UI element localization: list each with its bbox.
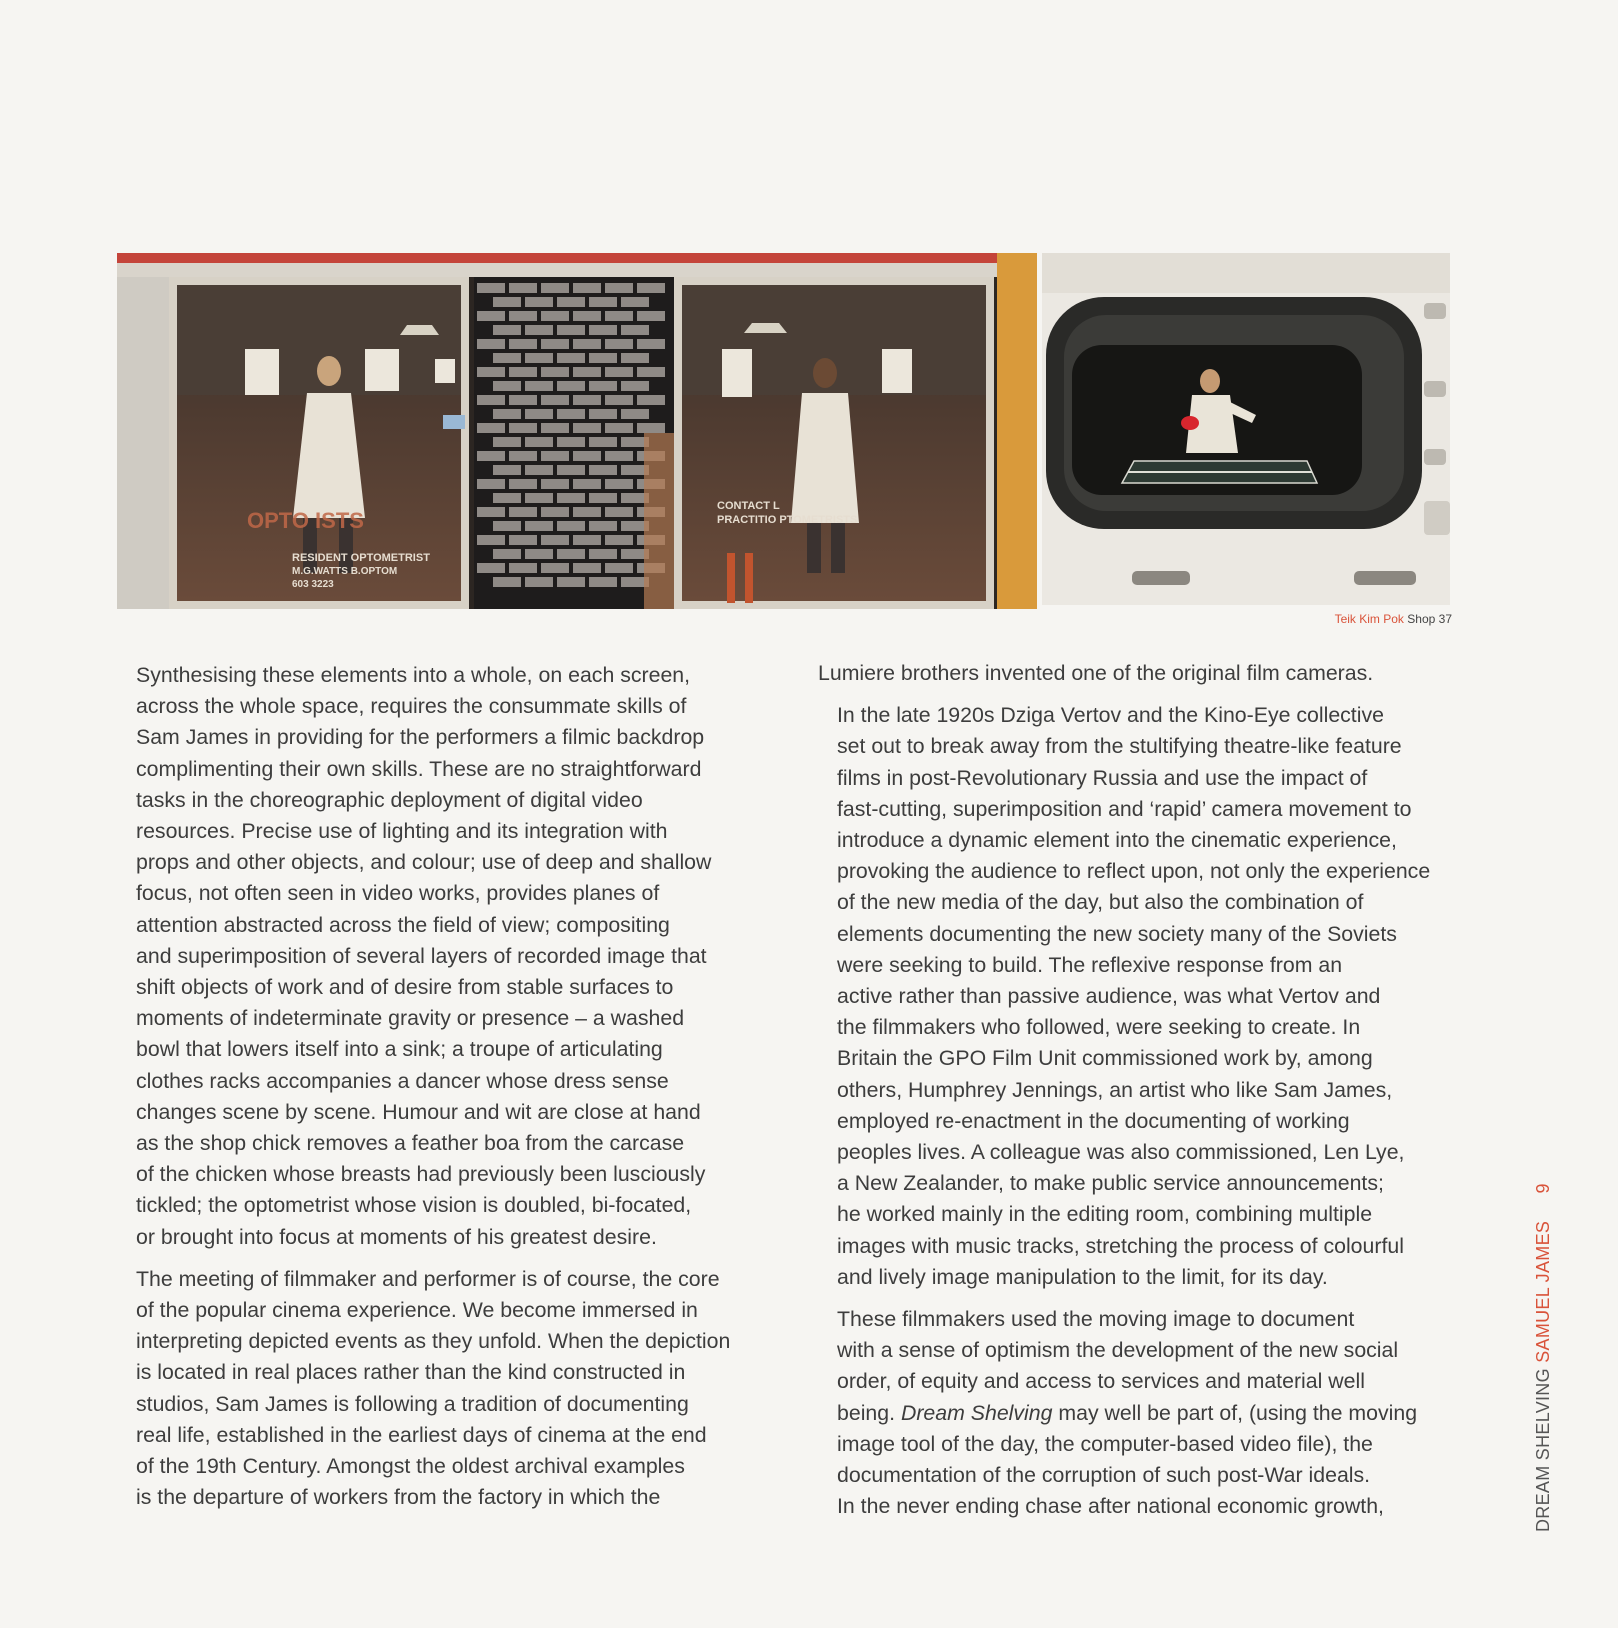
brick	[605, 507, 633, 517]
brick	[557, 437, 585, 447]
brick	[541, 395, 569, 405]
work-title: Dream Shelving	[900, 1400, 1053, 1425]
brick	[605, 535, 633, 545]
text-segment: may well be part of, (using the moving	[1052, 1400, 1418, 1425]
paragraph	[117, 660, 785, 1253]
brick	[525, 437, 553, 447]
brick	[493, 381, 521, 391]
brick	[477, 339, 505, 349]
brick	[557, 381, 585, 391]
text-line: tickled; the optometrist whose vision is doubled, bi-focated,	[136, 1193, 692, 1218]
brick	[573, 507, 601, 517]
brick	[477, 563, 505, 573]
text-line: changes scene by scene. Humour and wit are close at hand	[136, 1099, 701, 1124]
brick	[493, 409, 521, 419]
brick	[477, 507, 505, 517]
brick	[525, 381, 553, 391]
text-line: of the new media of the day, but also the combination of	[837, 890, 1364, 915]
brick	[525, 353, 553, 363]
brick	[573, 367, 601, 377]
brick	[477, 367, 505, 377]
brick	[573, 423, 601, 433]
brick	[509, 367, 537, 377]
brick	[541, 367, 569, 377]
folio-artist: SAMUEL JAMES	[1533, 1220, 1553, 1363]
brick	[621, 325, 649, 335]
brick	[605, 423, 633, 433]
paragraph	[818, 700, 1480, 1293]
brick	[525, 465, 553, 475]
text-line: shift objects of work and of desire from stable surfaces to	[136, 975, 674, 1000]
text-line: he worked mainly in the editing room, combining multiple	[837, 1202, 1373, 1227]
brick	[541, 479, 569, 489]
brick	[637, 311, 665, 321]
brick	[525, 297, 553, 307]
brick	[589, 325, 617, 335]
text-line: image tool of the day, the computer-based video file), the	[837, 1431, 1373, 1456]
brick	[525, 493, 553, 503]
brick	[637, 283, 665, 293]
brick	[541, 507, 569, 517]
text-line: In the never ending chase after national economic growth,	[837, 1494, 1384, 1519]
brick	[477, 395, 505, 405]
brick	[573, 311, 601, 321]
optometrist-shop-illustration	[117, 253, 1037, 609]
brick	[477, 283, 505, 293]
text-line: resources. Precise use of lighting and its integration with	[136, 819, 668, 844]
brick	[493, 437, 521, 447]
brick	[637, 339, 665, 349]
brick	[637, 423, 665, 433]
text-line: props and other objects, and colour; use of deep and shallow	[136, 850, 712, 875]
text-line: as the shop chick removes a feather boa from the carcase	[136, 1131, 685, 1156]
brick	[573, 395, 601, 405]
text-line: active rather than passive audience, was what Vertov and	[837, 984, 1381, 1009]
brick	[525, 577, 553, 587]
brick	[589, 521, 617, 531]
brick	[477, 535, 505, 545]
text-line: peoples lives. A colleague was also commissioned, Len Lye,	[837, 1140, 1405, 1165]
brick	[621, 297, 649, 307]
text-line: elements documenting the new society many of the Soviets	[837, 921, 1397, 946]
brick	[541, 535, 569, 545]
running-footer	[1525, 1170, 1565, 1530]
text-line: employed re-enactment in the documenting of working	[837, 1108, 1350, 1133]
text-line: order, of equity and access to services and material well	[837, 1369, 1365, 1394]
brick	[493, 521, 521, 531]
text-line: Sam James in providing for the performers a filmic backdrop	[136, 725, 705, 750]
brick	[589, 577, 617, 587]
text-line: with a sense of optimism the development of the new social	[837, 1338, 1399, 1363]
brick	[605, 395, 633, 405]
text-line: of the popular cinema experience. We become immersed in	[136, 1298, 698, 1323]
brick	[525, 325, 553, 335]
resident-sign-line1: RESIDENT OPTOMETRIST	[292, 552, 430, 564]
resident-sign-line2: M.G.WATTS B.OPTOM	[292, 566, 398, 577]
text-line: complimenting their own skills. These are no straightforward	[136, 756, 702, 781]
brick	[605, 563, 633, 573]
text-line: and lively image manipulation to the limit, for its day.	[837, 1264, 1328, 1289]
text-line: In the late 1920s Dziga Vertov and the Kino-Eye collective	[837, 703, 1384, 728]
photo-caption	[1335, 612, 1452, 626]
brick	[477, 479, 505, 489]
brick	[541, 283, 569, 293]
text-line: is the departure of workers from the factory in which the	[136, 1485, 661, 1510]
brick	[557, 409, 585, 419]
brick	[605, 479, 633, 489]
caption-title: Shop 37	[1407, 612, 1452, 626]
folio-series: DREAM SHELVING	[1533, 1368, 1553, 1532]
brick	[493, 325, 521, 335]
brick	[637, 367, 665, 377]
table-tennis-photo	[1042, 253, 1450, 605]
text-line: The meeting of filmmaker and performer is of course, the core	[136, 1266, 720, 1291]
brick	[589, 381, 617, 391]
text-line: images with music tracks, stretching the process of colourful	[837, 1233, 1404, 1258]
text-line: provoking the audience to reflect upon, not only the experience	[837, 859, 1431, 884]
text-line: is located in real places rather than the kind constructed in	[136, 1360, 686, 1385]
brick	[605, 451, 633, 461]
contact-sign-line1: CONTACT L	[717, 500, 780, 512]
text-line: were seeking to build. The reflexive response from an	[837, 952, 1343, 977]
brick	[493, 353, 521, 363]
text-line: of the 19th Century. Amongst the oldest archival examples	[136, 1454, 685, 1479]
text-line: These filmmakers used the moving image to document	[837, 1307, 1355, 1332]
brick	[557, 325, 585, 335]
brick	[573, 563, 601, 573]
brick	[557, 577, 585, 587]
brick	[621, 409, 649, 419]
brick	[493, 297, 521, 307]
brick	[637, 395, 665, 405]
text-line: real life, established in the earliest days of cinema at the end	[136, 1422, 707, 1447]
table-tennis-illustration	[1042, 253, 1450, 605]
brick	[541, 563, 569, 573]
brick	[573, 535, 601, 545]
text-line: films in post-Revolutionary Russia and use the impact of	[837, 765, 1368, 790]
text-line: the filmmakers who followed, were seeking to create. In	[837, 1015, 1361, 1040]
brick	[573, 339, 601, 349]
brick	[573, 451, 601, 461]
brick	[493, 549, 521, 559]
right-text-column	[818, 658, 1480, 1533]
brick	[605, 367, 633, 377]
brick	[509, 311, 537, 321]
resident-sign-line3: 603 3223	[292, 579, 334, 590]
brick	[589, 493, 617, 503]
brick	[605, 339, 633, 349]
text-line: set out to break away from the stultifying theatre-like feature	[837, 734, 1402, 759]
brick	[477, 451, 505, 461]
text-line: tasks in the choreographic deployment of digital video	[136, 787, 643, 812]
brick	[509, 395, 537, 405]
text-line: a New Zealander, to make public service announcements;	[837, 1171, 1384, 1196]
text-line: Lumiere brothers invented one of the original film cameras.	[818, 661, 1374, 685]
page-number: 9	[1533, 1183, 1553, 1194]
shop-name-decal-left: OPTO ISTS	[247, 508, 364, 533]
brick	[621, 381, 649, 391]
brick	[493, 493, 521, 503]
text-line: interpreting depicted events as they unfold. When the depiction	[136, 1329, 731, 1354]
brick	[621, 353, 649, 363]
brick	[509, 563, 537, 573]
text-line: across the whole space, requires the consummate skills of	[136, 694, 687, 719]
text-line: studios, Sam James is following a tradition of documenting	[136, 1391, 689, 1416]
text-line: fast-cutting, superimposition and ‘rapid’ camera movement to	[837, 796, 1412, 821]
text-line: Britain the GPO Film Unit commissioned work by, among	[837, 1046, 1373, 1071]
text-line: focus, not often seen in video works, provides planes of	[136, 881, 660, 906]
brick	[477, 311, 505, 321]
text-line: bowl that lowers itself into a sink; a troupe of articulating	[136, 1037, 663, 1062]
brick	[573, 283, 601, 293]
text-line: Synthesising these elements into a whole, on each screen,	[136, 663, 691, 687]
brick	[589, 465, 617, 475]
brick	[557, 353, 585, 363]
brick	[509, 283, 537, 293]
brick	[589, 297, 617, 307]
brick	[509, 451, 537, 461]
brick	[589, 437, 617, 447]
brick	[605, 283, 633, 293]
text-line: clothes racks accompanies a dancer whose dress sense	[136, 1068, 669, 1093]
paragraph	[117, 1264, 785, 1514]
text-line: others, Humphrey Jennings, an artist who like Sam James,	[837, 1077, 1393, 1102]
brick	[541, 451, 569, 461]
brick	[541, 423, 569, 433]
brick	[493, 465, 521, 475]
paragraph	[818, 1304, 1480, 1522]
brick	[557, 493, 585, 503]
left-text-column	[117, 660, 785, 1524]
brick	[493, 577, 521, 587]
brick	[509, 535, 537, 545]
text-line: introduce a dynamic element into the cinematic experience,	[837, 828, 1397, 853]
text-line: and superimposition of several layers of recorded image that	[136, 943, 707, 968]
brick	[557, 549, 585, 559]
brick	[557, 297, 585, 307]
brick	[589, 549, 617, 559]
optometrist-shop-photo	[117, 253, 1037, 609]
brick	[557, 465, 585, 475]
text-line: moments of indeterminate gravity or presence – a washed	[136, 1006, 685, 1031]
paragraph	[818, 658, 1480, 689]
brick	[541, 311, 569, 321]
brick	[477, 423, 505, 433]
brick	[509, 479, 537, 489]
text-line	[818, 1398, 1480, 1429]
brick	[605, 311, 633, 321]
brick	[525, 409, 553, 419]
brick	[509, 507, 537, 517]
brick	[509, 423, 537, 433]
brick	[525, 521, 553, 531]
brick	[589, 353, 617, 363]
text-segment: being.	[837, 1400, 901, 1425]
brick	[557, 521, 585, 531]
text-line: or brought into focus at moments of his greatest desire.	[136, 1224, 657, 1249]
contact-sign-line2: PRACTITIO PTOMETRISTS	[717, 514, 858, 526]
caption-artist: Teik Kim Pok	[1334, 612, 1404, 626]
brick	[541, 339, 569, 349]
brick	[525, 549, 553, 559]
text-line: of the chicken whose breasts had previously been lusciously	[136, 1162, 706, 1187]
text-line: documentation of the corruption of such post-War ideals.	[837, 1463, 1371, 1488]
brick	[589, 409, 617, 419]
text-line: attention abstracted across the field of view; compositing	[136, 912, 670, 937]
brick	[509, 339, 537, 349]
brick	[573, 479, 601, 489]
